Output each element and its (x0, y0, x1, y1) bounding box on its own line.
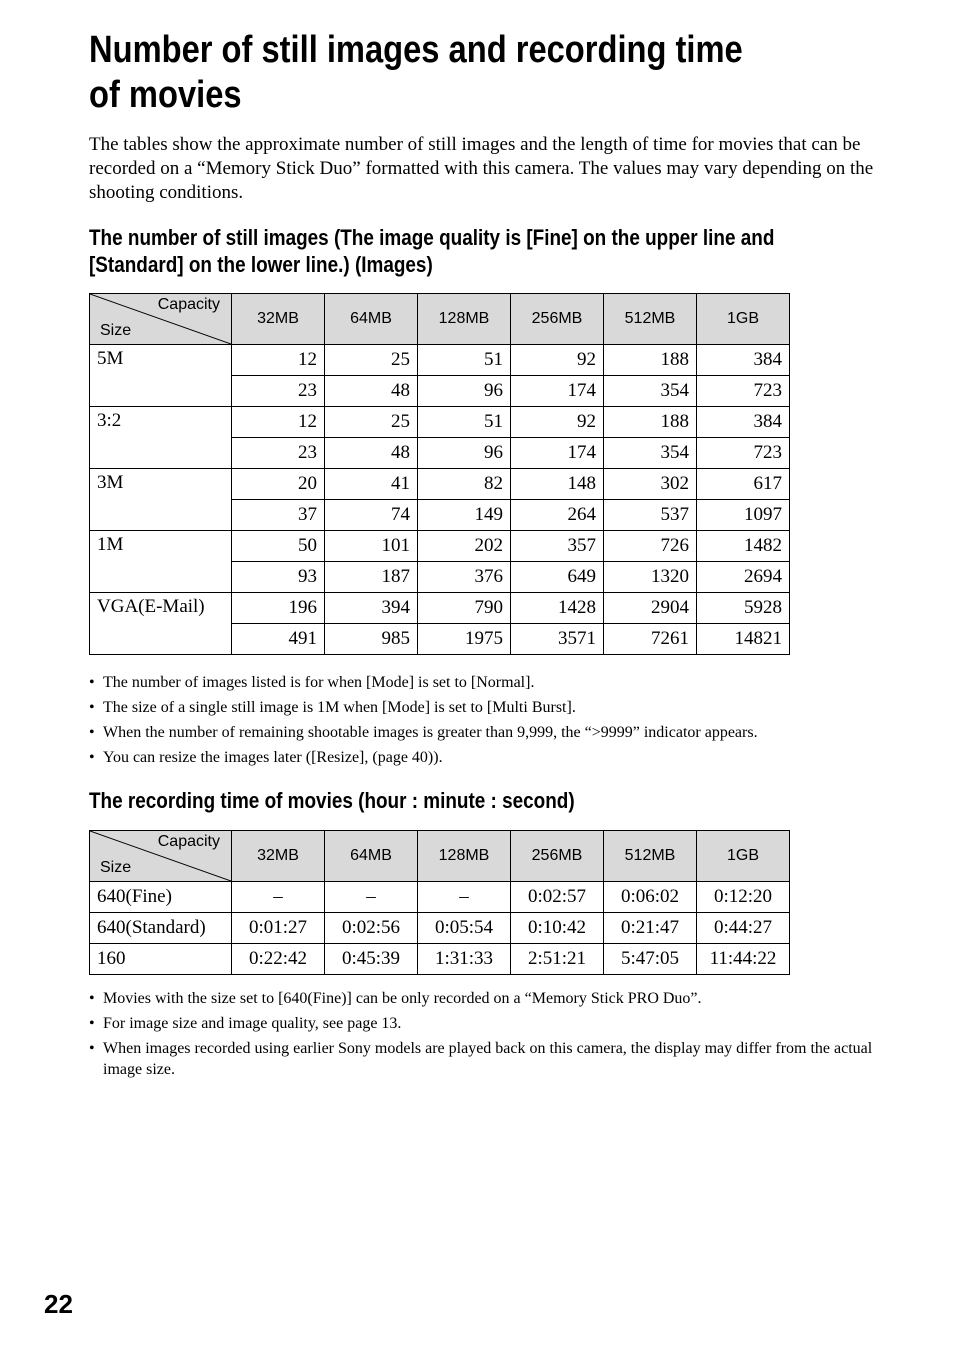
page-title: Number of still images and recording time of movies (89, 29, 743, 116)
value-cell: 491 (232, 624, 325, 655)
table-row (90, 345, 790, 376)
value-cell: 723 (697, 376, 790, 407)
size-cell: 160 (90, 944, 232, 975)
value-cell: 2694 (697, 562, 790, 593)
table-row (90, 531, 790, 562)
value-cell: 0:22:42 (232, 944, 325, 975)
value-cell: – (232, 882, 325, 913)
size-cell: 3M (90, 469, 232, 531)
column-header: 32MB (232, 294, 325, 345)
table-row (90, 407, 790, 438)
movie-table-body (90, 882, 790, 975)
value-cell: 48 (325, 438, 418, 469)
value-cell: 25 (325, 407, 418, 438)
value-cell: 93 (232, 562, 325, 593)
note-item: • The size of a single still image is 1M when [Mode] is set to [Multi Burst]. (89, 697, 889, 718)
note-item: • For image size and image quality, see page 13. (89, 1013, 889, 1034)
value-cell: 3571 (511, 624, 604, 655)
value-cell: 188 (604, 407, 697, 438)
size-cell: 5M (90, 345, 232, 407)
value-cell: 354 (604, 376, 697, 407)
value-cell: 649 (511, 562, 604, 593)
size-cell: 640(Standard) (90, 913, 232, 944)
table-row (90, 882, 790, 913)
table-header-row (90, 294, 790, 345)
value-cell: 92 (511, 345, 604, 376)
column-header: 512MB (604, 831, 697, 882)
value-cell: 12 (232, 345, 325, 376)
value-cell: 23 (232, 376, 325, 407)
value-cell: 1428 (511, 593, 604, 624)
value-cell: 0:10:42 (511, 913, 604, 944)
value-cell: 357 (511, 531, 604, 562)
column-header: 256MB (511, 831, 604, 882)
value-cell: 37 (232, 500, 325, 531)
value-cell: 187 (325, 562, 418, 593)
value-cell: 20 (232, 469, 325, 500)
capacity-label: Capacity (157, 833, 220, 850)
value-cell: 74 (325, 500, 418, 531)
table-row (90, 469, 790, 500)
column-header: 128MB (418, 294, 511, 345)
value-cell: 174 (511, 438, 604, 469)
note-item: • You can resize the images later ([Resize], (page 40)). (89, 747, 889, 768)
size-label: Size (100, 859, 132, 876)
value-cell: 723 (697, 438, 790, 469)
value-cell: 0:01:27 (232, 913, 325, 944)
movie-notes-list (89, 988, 889, 1084)
value-cell: 376 (418, 562, 511, 593)
value-cell: 149 (418, 500, 511, 531)
size-cell: 3:2 (90, 407, 232, 469)
size-cell: VGA(E-Mail) (90, 593, 232, 655)
value-cell: 82 (418, 469, 511, 500)
value-cell: 1097 (697, 500, 790, 531)
value-cell: 394 (325, 593, 418, 624)
column-header: 1GB (697, 831, 790, 882)
note-item: • When the number of remaining shootable images is greater than 9,999, the “>9999” indicator appears. (89, 722, 889, 743)
value-cell: 302 (604, 469, 697, 500)
corner-header-cell (90, 294, 232, 345)
value-cell: 0:12:20 (697, 882, 790, 913)
value-cell: 0:02:57 (511, 882, 604, 913)
value-cell: 25 (325, 345, 418, 376)
page-number: 22 (44, 1289, 73, 1319)
value-cell: 0:45:39 (325, 944, 418, 975)
note-item: • Movies with the size set to [640(Fine)] can be only recorded on a “Memory Stick PRO Duo”. (89, 988, 889, 1009)
value-cell: 0:05:54 (418, 913, 511, 944)
column-header: 256MB (511, 294, 604, 345)
value-cell: – (325, 882, 418, 913)
value-cell: 1320 (604, 562, 697, 593)
value-cell: 174 (511, 376, 604, 407)
column-header: 1GB (697, 294, 790, 345)
value-cell: 354 (604, 438, 697, 469)
still-notes-list (89, 672, 889, 772)
value-cell: 0:21:47 (604, 913, 697, 944)
value-cell: 14821 (697, 624, 790, 655)
value-cell: 264 (511, 500, 604, 531)
corner-header-cell (90, 831, 232, 882)
note-item: • When images recorded using earlier Sony models are played back on this camera, the display may differ from the actual image size. (89, 1038, 889, 1080)
intro-paragraph: The tables show the approximate number of still images and the length of time for movies that can be recorded on a “Memory Stick Duo” formatted with this camera. The values may vary depending on the shooting conditions. (89, 134, 874, 203)
still-images-table (89, 293, 790, 655)
value-cell: 7261 (604, 624, 697, 655)
value-cell: 790 (418, 593, 511, 624)
value-cell: 50 (232, 531, 325, 562)
value-cell: 0:06:02 (604, 882, 697, 913)
size-cell: 640(Fine) (90, 882, 232, 913)
size-cell: 1M (90, 531, 232, 593)
value-cell: 188 (604, 345, 697, 376)
value-cell: 23 (232, 438, 325, 469)
table-row (90, 944, 790, 975)
note-item: • The number of images listed is for when [Mode] is set to [Normal]. (89, 672, 889, 693)
movie-time-table (89, 830, 790, 975)
value-cell: 11:44:22 (697, 944, 790, 975)
column-header: 32MB (232, 831, 325, 882)
value-cell: 384 (697, 407, 790, 438)
capacity-label: Capacity (157, 296, 220, 313)
value-cell: 101 (325, 531, 418, 562)
value-cell: 985 (325, 624, 418, 655)
value-cell: – (418, 882, 511, 913)
column-header: 64MB (325, 294, 418, 345)
value-cell: 196 (232, 593, 325, 624)
value-cell: 96 (418, 376, 511, 407)
value-cell: 1482 (697, 531, 790, 562)
value-cell: 1975 (418, 624, 511, 655)
value-cell: 5:47:05 (604, 944, 697, 975)
value-cell: 0:44:27 (697, 913, 790, 944)
value-cell: 537 (604, 500, 697, 531)
value-cell: 96 (418, 438, 511, 469)
value-cell: 92 (511, 407, 604, 438)
still-images-heading: The number of still images (The image quality is [Fine] on the upper line and [Standard] on the lower line.) (Images) (89, 225, 775, 277)
movie-time-heading: The recording time of movies (hour : minute : second) (89, 788, 575, 813)
value-cell: 617 (697, 469, 790, 500)
value-cell: 202 (418, 531, 511, 562)
table-row (90, 913, 790, 944)
value-cell: 148 (511, 469, 604, 500)
value-cell: 51 (418, 345, 511, 376)
table-row (90, 593, 790, 624)
value-cell: 384 (697, 345, 790, 376)
column-header: 64MB (325, 831, 418, 882)
table-header-row (90, 831, 790, 882)
value-cell: 12 (232, 407, 325, 438)
value-cell: 0:02:56 (325, 913, 418, 944)
value-cell: 2904 (604, 593, 697, 624)
column-header: 128MB (418, 831, 511, 882)
value-cell: 1:31:33 (418, 944, 511, 975)
value-cell: 2:51:21 (511, 944, 604, 975)
column-header: 512MB (604, 294, 697, 345)
size-label: Size (100, 322, 132, 339)
value-cell: 41 (325, 469, 418, 500)
value-cell: 5928 (697, 593, 790, 624)
still-table-body (90, 345, 790, 655)
value-cell: 726 (604, 531, 697, 562)
value-cell: 51 (418, 407, 511, 438)
value-cell: 48 (325, 376, 418, 407)
